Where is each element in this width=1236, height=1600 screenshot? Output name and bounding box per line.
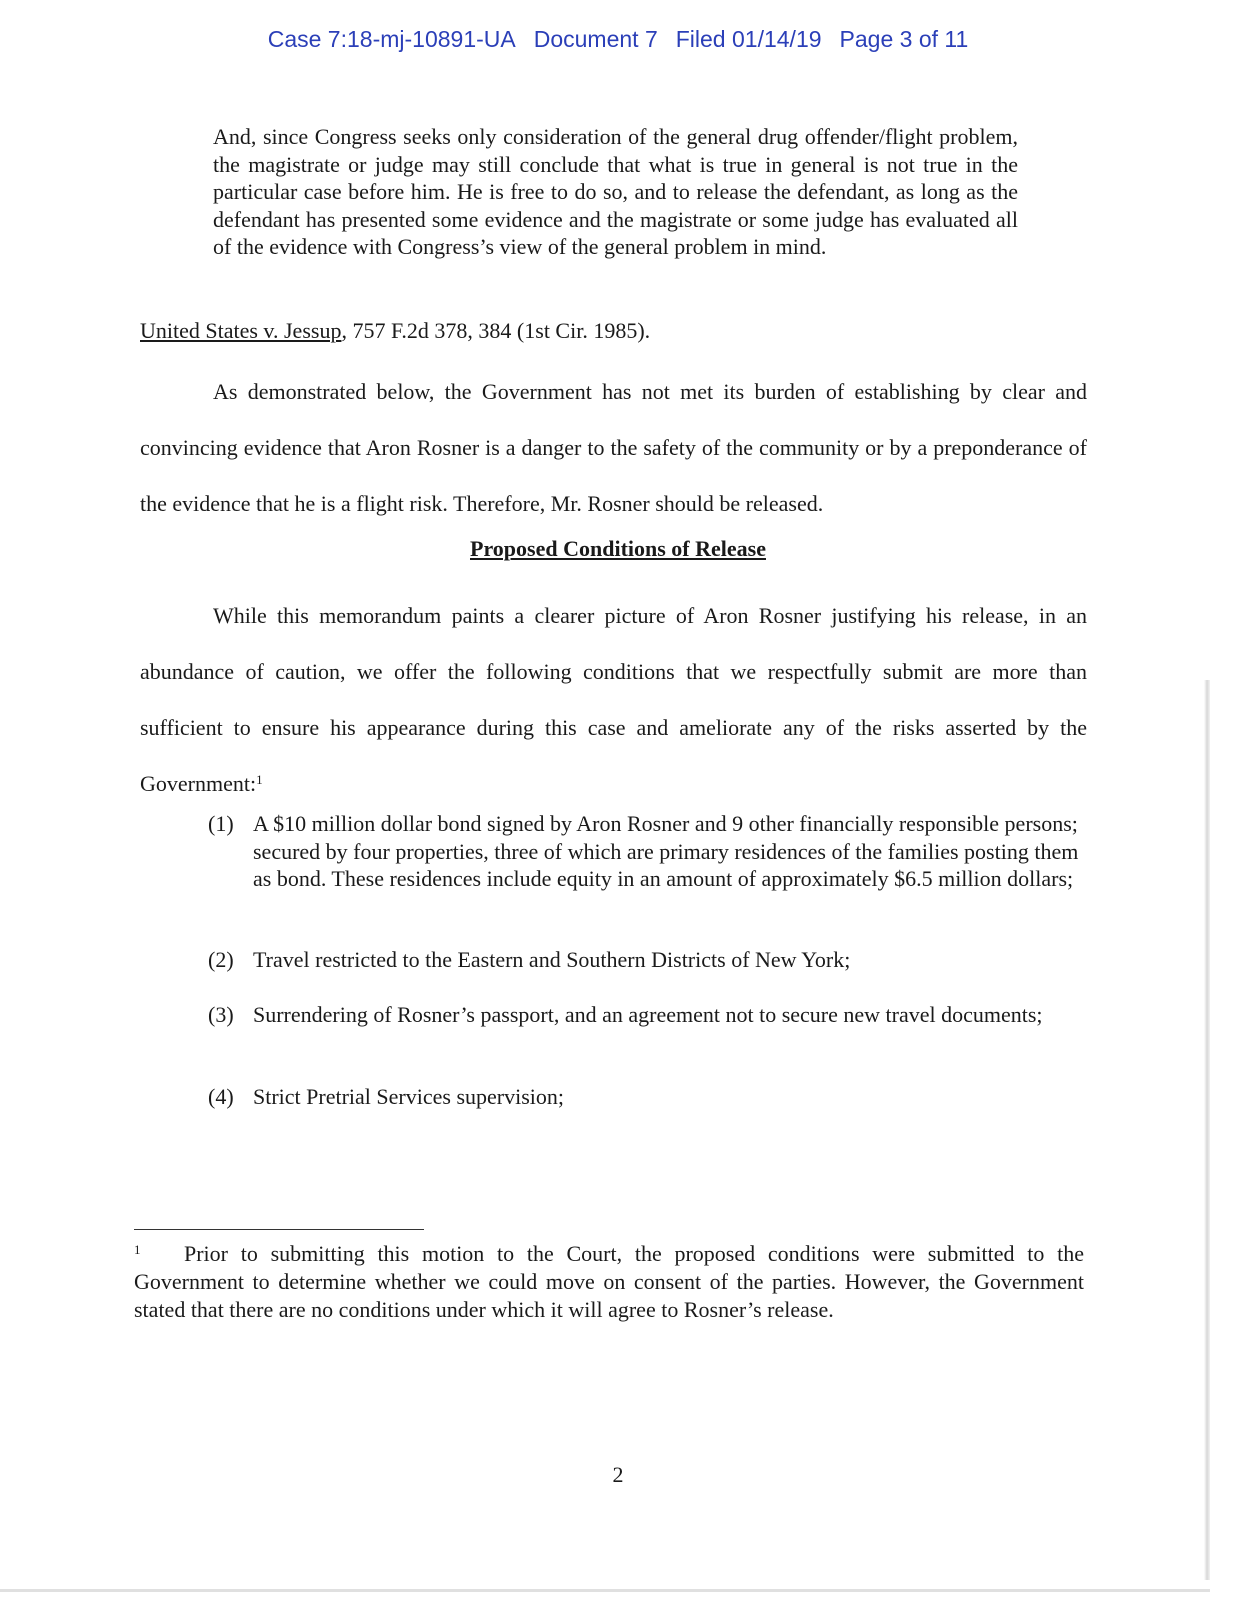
ecf-header	[0, 26, 1236, 53]
condition-text: Strict Pretrial Services supervision;	[253, 1084, 564, 1109]
footnote-separator	[134, 1229, 424, 1230]
condition-text: Travel restricted to the Eastern and Southern Districts of New York;	[253, 947, 851, 972]
footnote-text: Prior to submitting this motion to the Court, the proposed conditions were submitted to the Government to determine whether we could move on consent of the parties. However, the Government stated that there are no conditions under which it will agree to Rosner’s release.	[134, 1241, 1084, 1322]
scan-edge-shadow	[1204, 680, 1210, 1580]
condition-number: (2)	[208, 947, 234, 972]
footnote	[134, 1240, 1084, 1324]
page-number: 2	[612, 1462, 624, 1487]
scan-bottom-edge	[0, 1589, 1210, 1592]
condition-text: A $10 million dollar bond signed by Aron Rosner and 9 other financially responsible persons; secured by four properties, three of which are primary residences of the families posting them as bond. These residences include equity in an amount of approximately $6.5 million dollars;	[253, 811, 1079, 891]
filed-date: Filed 01/14/19	[675, 26, 822, 52]
condition-text: Surrendering of Rosner’s passport, and an agreement not to secure new travel documents;	[253, 1002, 1043, 1027]
block-quote: And, since Congress seeks only consideration of the general drug offender/flight problem, the magistrate or judge may still conclude that what is true in general is not true in the particular case before him. He is free to do so, and to release the defendant, as long as the defendant has presented some evidence and the magistrate or some judge has evaluated all of the evidence with Congress’s view of the general problem in mind.	[213, 124, 1018, 259]
citation-case-name: United States v. Jessup	[140, 318, 342, 343]
conditions-intro-text: While this memorandum paints a clearer picture of Aron Rosner justifying his release, in an abundance of caution, we offer the following conditions that we respectfully submit are more than sufficient to ensure his appearance during this case and ameliorate any of the risks asserted by the Government:	[140, 603, 1087, 796]
condition-number: (4)	[208, 1084, 234, 1109]
condition-item	[208, 946, 1083, 974]
citation	[140, 317, 1100, 345]
citation-reference: , 757 F.2d 378, 384 (1st Cir. 1985).	[341, 318, 651, 343]
footnote-mark: 1	[134, 1242, 141, 1257]
argument-paragraph	[140, 364, 1087, 532]
condition-item	[208, 1083, 1083, 1111]
condition-item	[208, 810, 1083, 893]
footnote-reference: 1	[256, 772, 263, 787]
page-indicator: Page 3 of 11	[839, 26, 969, 52]
condition-item	[208, 1001, 1083, 1029]
argument-paragraph-text: As demonstrated below, the Government has not met its burden of establishing by clear and convincing evidence that Aron Rosner is a danger to the safety of the community or by a preponderance of the evidence that he is a flight risk. Therefore, Mr. Rosner should be released.	[140, 379, 1087, 516]
section-heading: Proposed Conditions of Release	[470, 536, 766, 561]
condition-number: (1)	[208, 811, 234, 836]
case-number: Case 7:18-mj-10891-UA	[267, 26, 516, 52]
conditions-intro-paragraph	[140, 588, 1087, 812]
document-number: Document 7	[533, 26, 658, 52]
condition-number: (3)	[208, 1002, 234, 1027]
